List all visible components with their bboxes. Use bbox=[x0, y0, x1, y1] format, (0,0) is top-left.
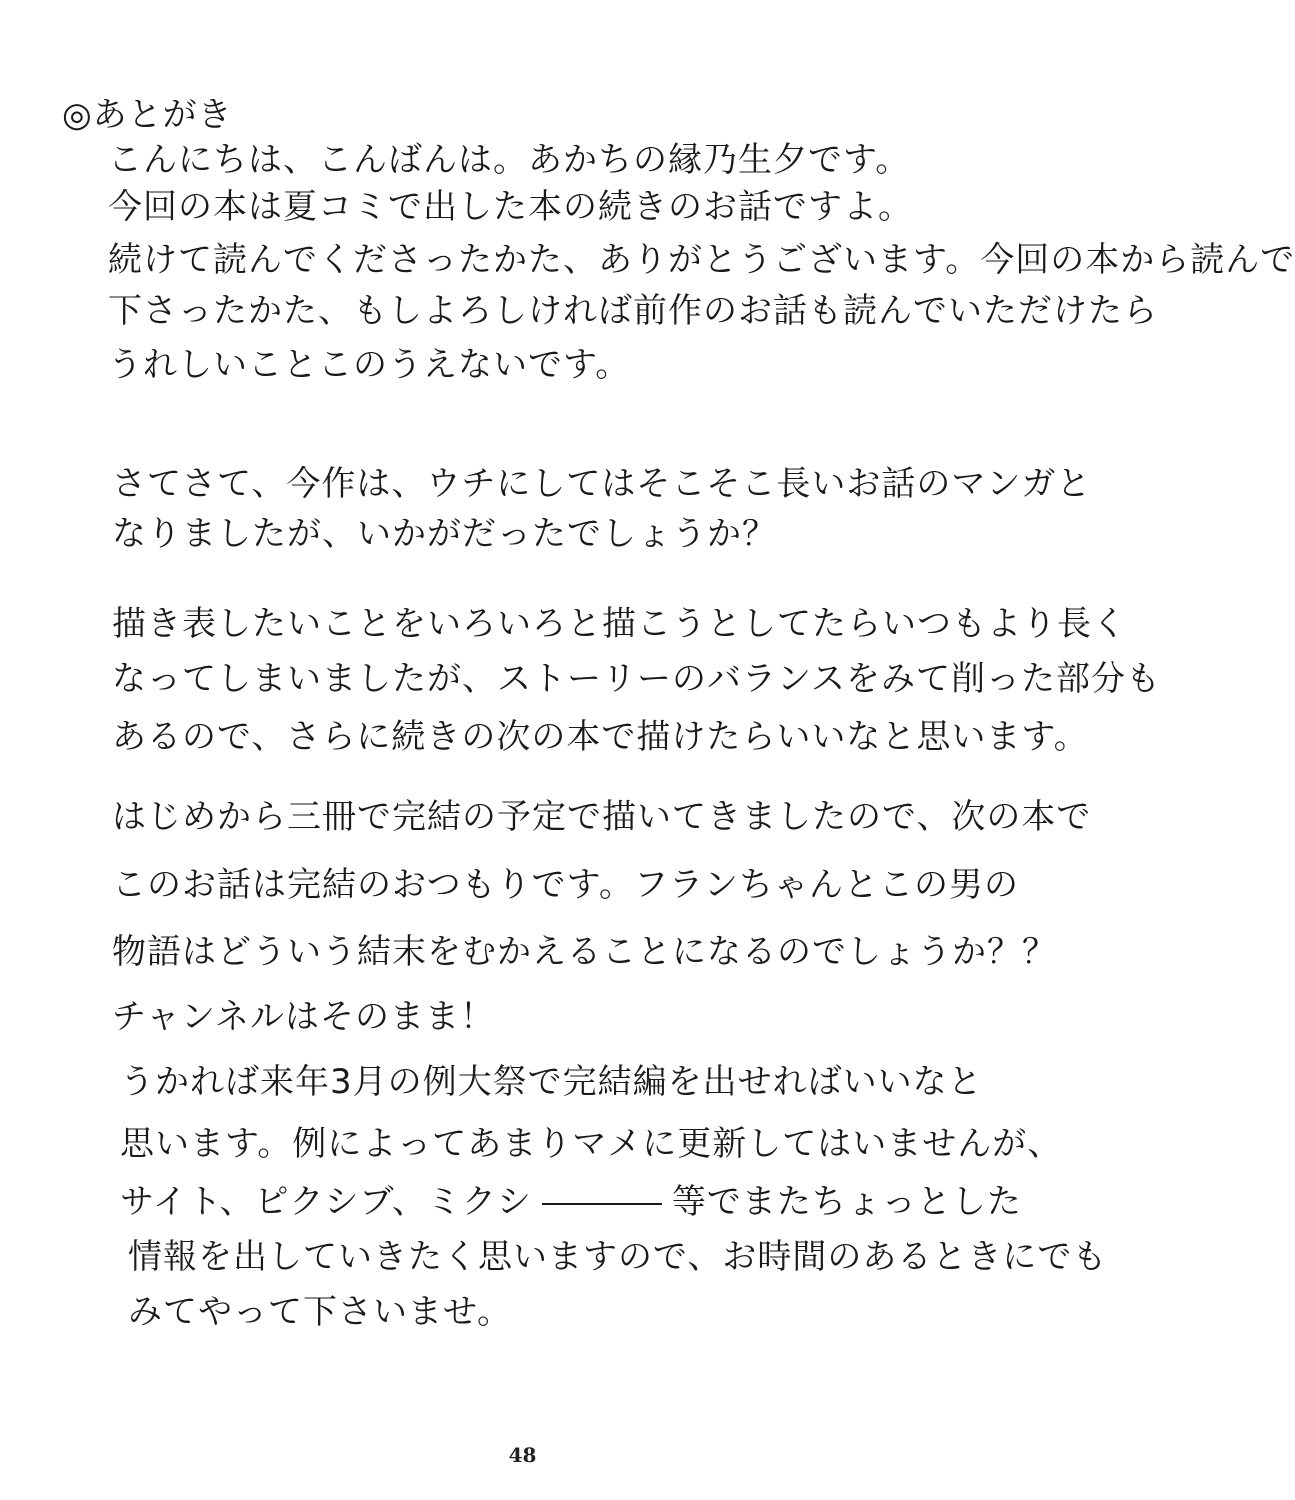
long-dash bbox=[542, 1203, 662, 1205]
page-number: 48 bbox=[508, 1443, 537, 1467]
text-line: なりましたが、いかがだったでしょうか？ bbox=[112, 514, 777, 554]
text-line: 情報を出していきたく思いますので、お時間のあるときにでも bbox=[128, 1237, 1108, 1277]
text-line: このお話は完結のおつもりです。フランちゃんとこの男の bbox=[112, 865, 1019, 905]
text-line: はじめから三冊で完結の予定で描いてきましたので、次の本で bbox=[112, 797, 1092, 837]
text-line: うれしいことこのうえないです。 bbox=[108, 345, 631, 385]
text-line: うかれば来年3月の例大祭で完結編を出せればいいなと bbox=[120, 1062, 983, 1102]
text-line: みてやって下さいませ。 bbox=[128, 1292, 512, 1332]
text-line: チャンネルはそのまま！ bbox=[112, 997, 495, 1037]
sites-line bbox=[120, 1182, 1022, 1222]
text-line: 物語はどういう結末をむかえることになるのでしょうか？？ bbox=[112, 932, 1057, 972]
text-line: 今回の本は夏コミで出した本の続きのお話ですよ。 bbox=[108, 187, 913, 227]
text-line: あるので、さらに続きの次の本で描けたらいいなと思います。 bbox=[112, 717, 1089, 757]
text-line: なってしまいましたが、ストーリーのバランスをみて削った部分も bbox=[112, 659, 1161, 699]
text-line: 思います。例によってあまりマメに更新してはいませんが、 bbox=[120, 1124, 1063, 1164]
text-line: 下さったかた、もしよろしければ前作のお話も読んでいただけたら bbox=[108, 291, 1158, 331]
afterword-heading: ◎あとがき bbox=[62, 95, 233, 135]
text-line: 描き表したいことをいろいろと描こうとしてたらいつもより長く bbox=[112, 604, 1127, 644]
sites-continuation: 等でまたちょっとした bbox=[671, 1182, 1022, 1222]
text-line: 続けて読んでくださったかた、ありがとうございます。今回の本から読んで bbox=[108, 240, 1295, 280]
sites-list: サイト、ピクシブ、ミクシ bbox=[120, 1182, 532, 1222]
text-line: こんにちは、こんばんは。あかちの縁乃生夕です。 bbox=[108, 140, 911, 180]
text-line: さてさて、今作は、ウチにしてはそこそこ長いお話のマンガと bbox=[112, 464, 1092, 504]
